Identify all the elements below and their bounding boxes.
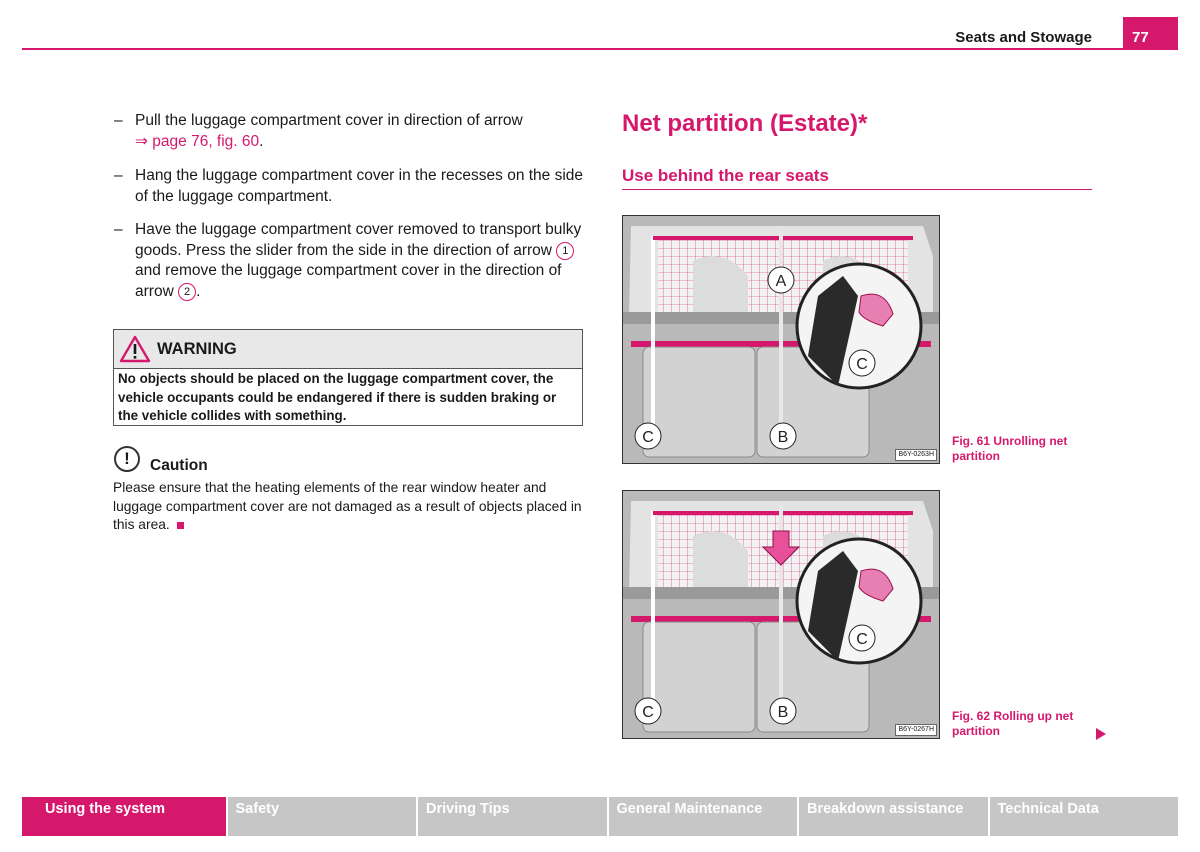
net-partition-rolled-illustration — [623, 491, 939, 738]
subheading-rule — [622, 189, 1092, 190]
figure-61-caption: Fig. 61 Unrolling net partition — [952, 434, 1068, 463]
figure-62-code: B6Y-0267H — [895, 724, 937, 736]
caution-icon: ! — [114, 446, 140, 472]
warning-header — [114, 330, 582, 369]
continue-arrow-icon[interactable] — [1096, 728, 1106, 740]
net-partition-unrolled-illustration — [623, 216, 939, 463]
page-reference-link[interactable]: ⇒ page 76, fig. 60 — [135, 132, 260, 150]
footer-nav — [22, 797, 1178, 836]
label-b: B — [777, 704, 789, 721]
label-a: A — [775, 273, 787, 290]
label-c-zoom: C — [856, 356, 868, 373]
main-heading: Net partition (Estate)* — [622, 110, 868, 137]
label-c-left: C — [642, 429, 654, 446]
caution-title: Caution — [150, 457, 208, 474]
step-3-text-b: and remove the luggage compartment cover in the direction of arrow — [135, 262, 562, 300]
figure-62-illustration — [622, 490, 940, 739]
step-3: – Have the luggage compartment cover removed to transport bulky goods. Press the slider from the side in the direction of arrow 1 and remove the luggage compartment cover in the direction of arrow 2 . — [114, 221, 582, 300]
warning-box — [113, 329, 583, 426]
page-number: 77 — [1123, 17, 1178, 50]
step-2-text: Hang the luggage compartment cover in the recesses on the side of the luggage compartment. — [135, 167, 584, 205]
step-2: – Hang the luggage compartment cover in the recesses on the side of the luggage compartment. — [114, 166, 584, 207]
figure-62-caption: Fig. 62 Rolling up net partition — [952, 709, 1074, 738]
header-rule — [22, 48, 1178, 50]
end-of-section-marker — [177, 522, 184, 529]
warning-text: No objects should be placed on the luggage compartment cover, the vehicle occupants could be endangered if there is sudden braking or the vehicle collides with something. — [118, 371, 557, 423]
warning-triangle-icon — [119, 335, 151, 363]
label-c-zoom: C — [856, 631, 868, 648]
tab-safety[interactable]: Safety — [228, 797, 417, 836]
step-1: – Pull the luggage compartment cover in direction of arrow ⇒ page 76, fig. 60. — [114, 112, 523, 150]
figure-61-illustration — [622, 215, 940, 464]
label-b: B — [777, 429, 789, 446]
caution-text: Please ensure that the heating elements of the rear window heater and luggage compartment cover are not damaged as a result of objects placed in this area. — [113, 480, 582, 533]
step-3-text-a: Have the luggage compartment cover removed to transport bulky goods. Press the slider from the side in the direction of arrow — [135, 221, 582, 259]
tab-driving-tips[interactable]: Driving Tips — [418, 797, 607, 836]
tab-technical-data[interactable]: Technical Data — [990, 797, 1179, 836]
tab-breakdown-assistance[interactable]: Breakdown assistance — [799, 797, 988, 836]
tab-using-the-system[interactable]: Using the system — [22, 797, 226, 836]
figure-61-code: B6Y-0263H — [895, 449, 937, 461]
step-1-text: Pull the luggage compartment cover in direction of arrow — [135, 112, 523, 129]
warning-title: WARNING — [157, 339, 237, 358]
tab-general-maintenance[interactable]: General Maintenance — [609, 797, 798, 836]
arrow-2-marker: 2 — [178, 283, 196, 301]
sub-heading: Use behind the rear seats — [622, 166, 829, 185]
arrow-1-marker: 1 — [556, 242, 574, 260]
section-title: Seats and Stowage — [955, 29, 1092, 46]
label-c-left: C — [642, 704, 654, 721]
